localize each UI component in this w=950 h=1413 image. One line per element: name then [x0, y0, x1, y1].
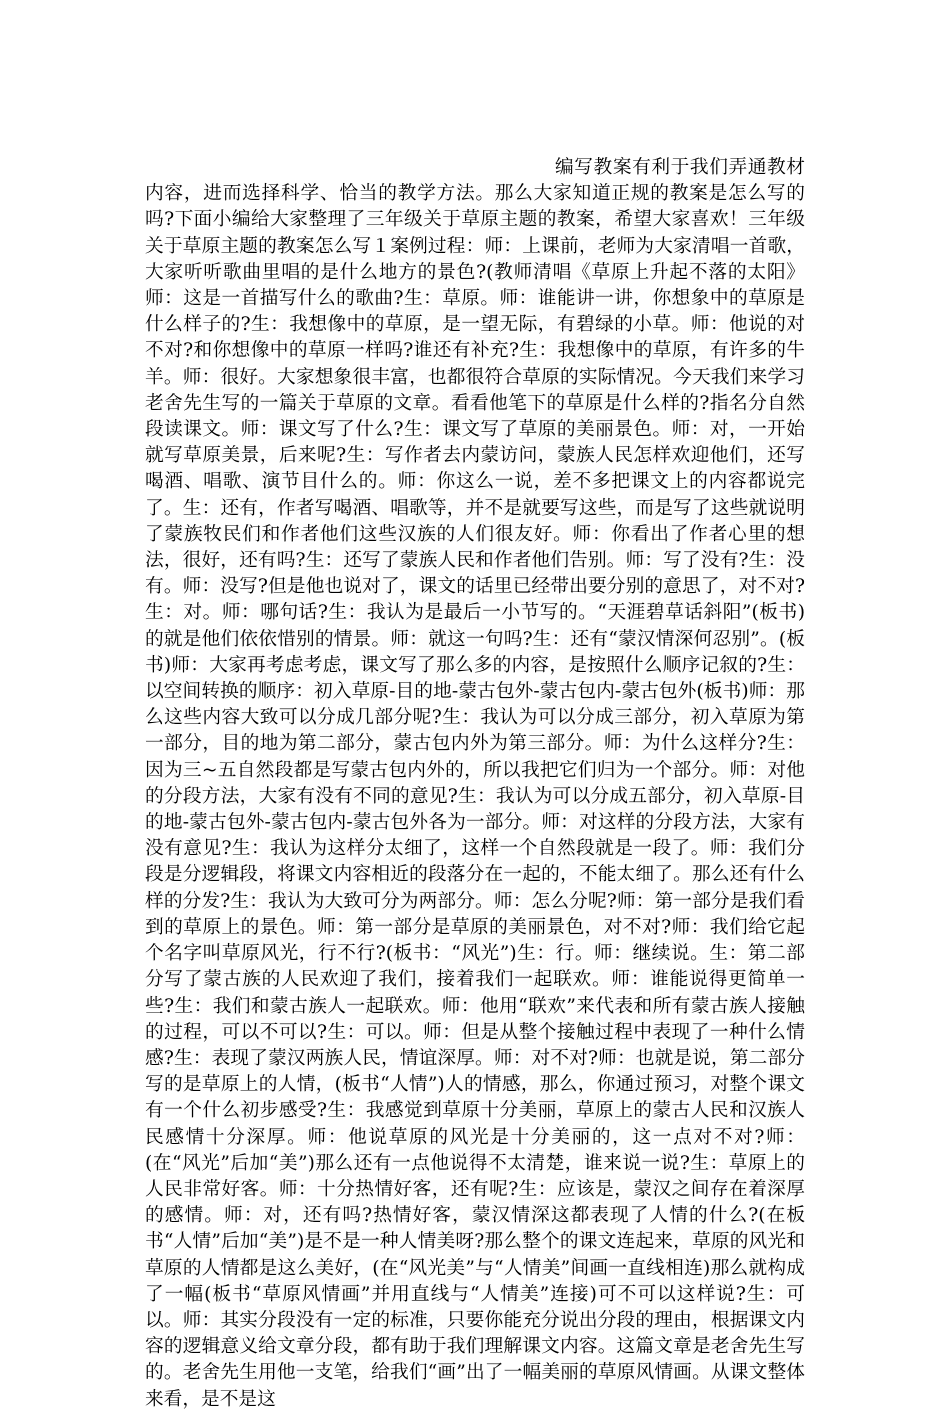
lesson-plan-text: 编写教案有利于我们弄通教材内容，进而选择科学、恰当的教学方法。那么大家知道正规的教案是怎么写的吗?下面小编给大家整理了三年级关于草原主题的教案，希望大家喜欢！三年级关于草原主题的教案怎么写１案例过程：师：上课前，老师为大家清唱一首歌，大家听听歌曲里唱的是什么地方的景色?(教师清唱《草原上升起不落的太阳》师：这是一首描写什么的歌曲?生：草原。师：谁能讲一讲，你想象中的草原是什么样子的?生：我想像中的草原，是一望无际，有碧绿的小草。师：他说的对不对?和你想像中的草原一样吗?谁还有补充?生：我想像中的草原，有许多的牛羊。师：很好。大家想象很丰富，也都很符合草原的实际情况。今天我们来学习老舍先生写的一篇关于草原的文章。看看他笔下的草原是什么样的?指名分自然段读课文。师：课文写了什么?生：课文写了草原的美丽景色。师：对，一开始就写草原美景，后来呢?生：写作者去内蒙访问，蒙族人民怎样欢迎他们，还写喝酒、唱歌、演节目什么的。师：你这么一说，差不多把课文上的内容都说完了。生：还有，作者写喝酒、唱歌等，并不是就要写这些，而是写了这些就说明了蒙族牧民们和作者他们这些汉族的人们很友好。师：你看出了作者心里的想法，很好，还有吗?生：还写了蒙族人民和作者他们告别。师：写了没有?生：没有。师：没写?但是他也说对了，课文的话里已经带出要分别的意思了，对不对?生：对。师：哪句话?生：我认为是最后一小节写的。“天涯碧草话斜阳”(板书)的就是他们依依惜别的情景。师：就这一句吗?生：还有“蒙汉情深何忍别”。(板书)师：大家再考虑考虑，课文写了那么多的内容，是按照什么顺序记叙的?生：以空间转换的顺序：初入草原-目的地-蒙古包外-蒙古包内-蒙古包外(板书)师：那么这些内容大致可以分成几部分呢?生：我认为可以分成三部分，初入草原为第一部分，目的地为第二部分，蒙古包内外为第三部分。师：为什么这样分?生：因为三~五自然段都是写蒙古包内外的，所以我把它们归为一个部分。师：对他的分段方法，大家有没有不同的意见?生：我认为可以分成五部分，初入草原-目的地-蒙古包外-蒙古包内-蒙古包外各为一部分。师：对这样的分段方法，大家有没有意见?生：我认为这样分太细了，这样一个自然段就是一段了。师：我们分段是分逻辑段，将课文内容相近的段落分在一起的，不能太细了。那么还有什么样的分发?生：我认为大致可分为两部分。师：怎么分呢?师：第一部分是我们看到的草原上的景色。师：第一部分是草原的美丽景色，对不对?师：我们给它起个名字叫草原风光，行不行?(板书：“风光”)生：行。师：继续说。生：第二部分写了蒙古族的人民欢迎了我们，接着我们一起联欢。师：谁能说得更简单一些?生：我们和蒙古族人一起联欢。师：他用“联欢”来代表和所有蒙古族人接触的过程，可以不可以?生：可以。师：但是从整个接触过程中表现了一种什么情感?生：表现了蒙汉两族人民，情谊深厚。师：对不对?师：也就是说，第二部分写的是草原上的人情，(板书“人情”)人的情感，那么，你通过预习，对整个课文有一个什么初步感受?生：我感觉到草原十分美丽，草原上的蒙古人民和汉族人民感情十分深厚。师：他说草原的风光是十分美丽的，这一点对不对?师：(在“风光”后加“美”)那么还有一点他说得不太清楚，谁来说一说?生：草原上的人民非常好客。师：十分热情好客，还有呢?生：应该是，蒙汉之间存在着深厚的感情。师：对，还有吗?热情好客，蒙汉情深这都表现了人情的什么?(在板书“人情”后加“美”)是不是一种人情美呀?那么整个的课文连起来，草原的风光和草原的人情都是这么美好，(在“风光美”与“人情美”间画一直线相连)那么就构成了一幅(板书“草原风情画”并用直线与“人情美”连接)可不可以这样说?生：可以。师：其实分段没有一定的标准，只要你能充分说出分段的理由，根据课文内容的逻辑意义给文章分段，都有助于我们理解课文内容。这篇文章是老舍先生写的。老舍先生用他一支笔，给我们“画”出了一幅美丽的草原风情画。从课文整体来看，是不是这 [145, 157, 805, 1410]
